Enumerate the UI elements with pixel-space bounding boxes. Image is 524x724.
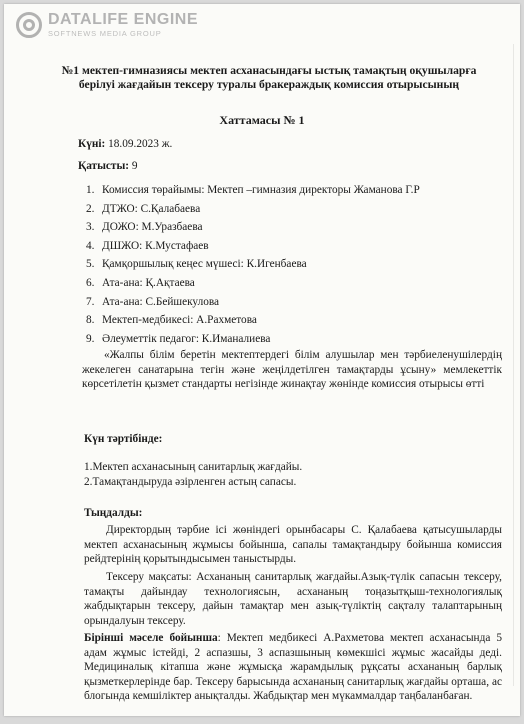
heard-title: Тыңдалды: [84, 507, 143, 519]
list-item: 4. ДШЖО: К.Мустафаев [86, 239, 209, 252]
list-item: 9. Әлеуметтік педагог: К.Иманалиева [86, 332, 271, 345]
protocol-title: Хаттамасы № 1 [219, 113, 305, 127]
date-line [78, 137, 172, 151]
agenda-title: Күн тәртібінде: [84, 433, 163, 445]
document-page [4, 4, 520, 716]
agenda-item-1: 1.Мектеп асханасының санитарлық жағдайы. [84, 461, 303, 473]
watermark-title: DATALIFE ENGINE [48, 11, 199, 29]
date-label: Күні: [78, 138, 106, 150]
list-item: 8. Мектеп-медбикесі: А.Рахметова [86, 314, 257, 327]
list-item: 1. Комиссия төрайымы: Мектеп –гимназия директоры Жаманова Г.Р [86, 184, 420, 196]
date-value: 18.09.2023 ж. [108, 138, 173, 150]
first-issue-label: Бірінші мәселе бойынша [84, 632, 218, 644]
list-item: 6. Ата-ана: Қ.Ақтаева [86, 276, 195, 289]
first-issue-text: : Мектеп медбикесі А.Рахметова мектеп асханасында 5 адам жұмыс істейді, 2 аспазшы, 3 аспазшының көмекшісі жұмыс жасайды деді. Медициналық кітапша және жұмысқа жарамдылық рұқсаты асхананың барлық қызметкерлерінде бар. Тексеру барысында асхананың санитарлық жағдайы орташа, ас блогында кемшіліктер анықталды. Жабдықтар мен мүкаммалдар таңбаланбаған. [84, 632, 502, 703]
attendance-value: 9 [131, 160, 138, 172]
attendance-line [78, 159, 138, 173]
watermark-logo-icon [16, 12, 42, 38]
attendance-label: Қатысты: [78, 160, 130, 172]
purpose-paragraph: Тексеру мақсаты: Асхананың санитарлық жағдайы.Азық-түлік сапасын тексеру, тамақты дайындау технологиясын, асхананың тоңазытқыш-технологиялық жабдықтарын тексеру, дайын тамақтар мен азық-түліктің сақталу талаптарының орындалуын тексеру. [84, 571, 502, 627]
watermark-subtitle: SOFTNEWS MEDIA GROUP [48, 29, 162, 39]
list-item: 5. Қамқоршылық кеңес мүшесі: К.Игенбаева [86, 258, 307, 271]
list-item: 3. ДОЖО: М.Уразбаева [86, 221, 203, 234]
heard-paragraph: Директордың тәрбие ісі жөніндегі орынбасары С. Қалабаева қатысушыларды мектеп асханасының жұмысы бойынша, сапалы тамақтандыру бойынша комиссия рейдтерінің қорытындысымен таныстырды. [84, 524, 502, 566]
watermark [16, 12, 198, 38]
first-issue-paragraph [84, 631, 502, 704]
list-item: 2. ДТЖО: С.Қалабаева [86, 202, 201, 215]
list-item: 7. Ата-ана: С.Бейшекулова [86, 295, 220, 308]
document-heading: №1 мектеп-гимназиясы мектеп асханасындағы ыстық тамақтың оқушыларға берілуі жағдайын тексеру туралы бракераждық комиссия отырысының [61, 64, 477, 91]
intro-paragraph: «Жалпы білім беретін мектептердегі білім алушылар мен тәрбиеленушілердің жекелеген санатарына тегін және жеңілдетілген тамақтарды ұсыну» мемлекеттік көрсетілетін қызмет стандарты негізінде жинақтау жөнінде комиссия отырысы өтті [82, 349, 502, 391]
agenda-item-2: 2.Тамақтандыруда әзірленген астың сапасы. [84, 476, 297, 488]
members-list [86, 181, 420, 348]
